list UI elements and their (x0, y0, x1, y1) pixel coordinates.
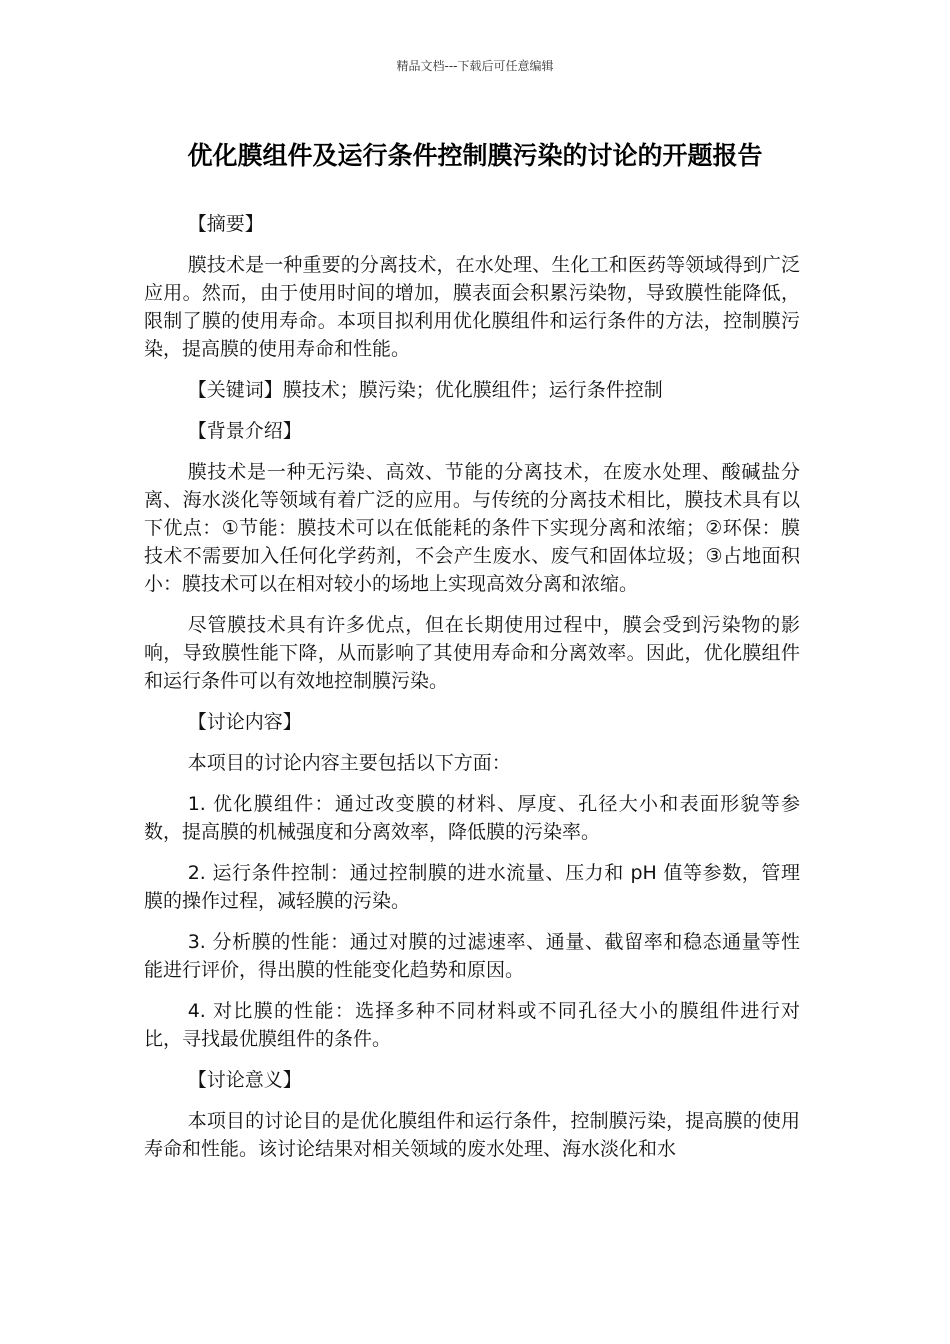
list-item-3: 3. 分析膜的性能：通过对膜的过滤速率、通量、截留率和稳态通量等性能进行评价，得出膜的性能变化趋势和原因。 (144, 931, 800, 981)
section-heading-content: 【讨论内容】 (187, 711, 302, 733)
paragraph-content-intro: 本项目的讨论内容主要包括以下方面： (187, 752, 511, 774)
document-title: 优化膜组件及运行条件控制膜污染的讨论的开题报告 (187, 141, 763, 170)
section-heading-significance: 【讨论意义】 (187, 1069, 302, 1091)
paragraph-abstract: 膜技术是一种重要的分离技术，在水处理、生化工和医药等领域得到广泛应用。然而，由于使用时间的增加，膜表面会积累污染物，导致膜性能降低，限制了膜的使用寿命。本项目拟利用优化膜组件和运行条件的方法，控制膜污染，提高膜的使用寿命和性能。 (144, 254, 800, 360)
section-heading-background: 【背景介绍】 (187, 420, 302, 442)
section-heading-abstract: 【摘要】 (187, 213, 264, 235)
header-note: 精品文档---下载后可任意编辑 (396, 59, 554, 73)
paragraph-significance: 本项目的讨论目的是优化膜组件和运行条件，控制膜污染，提高膜的使用寿命和性能。该讨论结果对相关领域的废水处理、海水淡化和水 (144, 1110, 800, 1160)
paragraph-background-1: 膜技术是一种无污染、高效、节能的分离技术，在废水处理、酸碱盐分离、海水淡化等领域有着广泛的应用。与传统的分离技术相比，膜技术具有以下优点：①节能：膜技术可以在低能耗的条件下实现分离和浓缩；②环保：膜技术不需要加入任何化学药剂，不会产生废水、废气和固体垃圾；③占地面积小：膜技术可以在相对较小的场地上实现高效分离和浓缩。 (144, 461, 800, 595)
list-item-2: 2. 运行条件控制：通过控制膜的进水流量、压力和 pH 值等参数，管理膜的操作过程，减轻膜的污染。 (144, 862, 800, 912)
list-item-4: 4. 对比膜的性能：选择多种不同材料或不同孔径大小的膜组件进行对比，寻找最优膜组件的条件。 (144, 1000, 800, 1050)
document-body (144, 210, 800, 1176)
keywords-line: 【关键词】膜技术；膜污染；优化膜组件；运行条件控制 (187, 379, 663, 401)
paragraph-background-2: 尽管膜技术具有许多优点，但在长期使用过程中，膜会受到污染物的影响，导致膜性能下降，从而影响了其使用寿命和分离效率。因此，优化膜组件和运行条件可以有效地控制膜污染。 (144, 614, 800, 692)
list-item-1: 1. 优化膜组件：通过改变膜的材料、厚度、孔径大小和表面形貌等参数，提高膜的机械强度和分离效率，降低膜的污染率。 (144, 793, 800, 843)
